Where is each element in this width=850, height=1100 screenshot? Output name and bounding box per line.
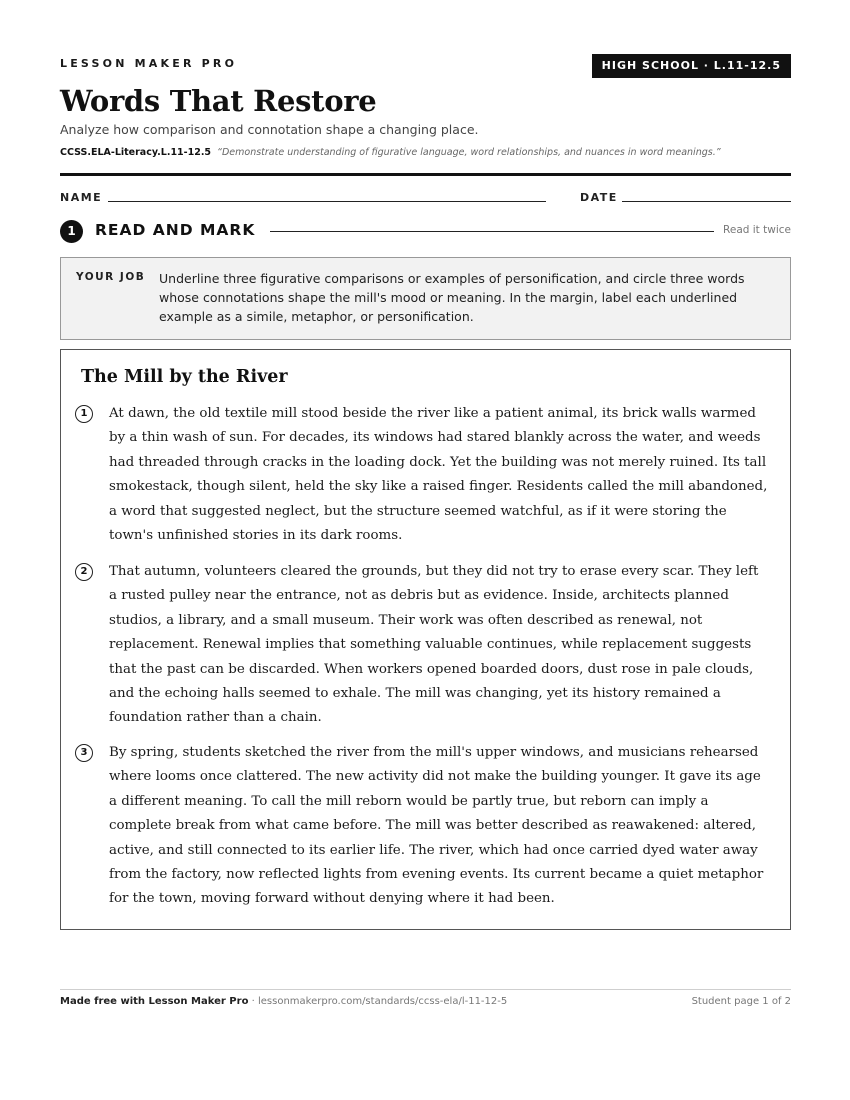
paragraph-text: At dawn, the old textile mill stood beside the river like a patient animal, its brick walls warmed by a thin wash of sun. For decades, its windows had stared blankly across the water, and weeds had threaded through cracks in the loading dock. Yet the building was not merely ruined. Its tall smokestack, though silent, held the sky like a raised finger. Residents called the mill abandoned, a word that suggested neglect, but the structure seemed watchful, as if it were storing the town's unfinished stories in its dark rooms. — [109, 406, 768, 544]
passage-box — [60, 349, 791, 930]
date-field[interactable] — [622, 201, 791, 202]
page-title: Words That Restore — [60, 84, 377, 118]
name-field[interactable] — [108, 201, 546, 202]
job-label: YOUR JOB — [76, 271, 146, 283]
footer-page-number: Student page 1 of 2 — [691, 996, 791, 1007]
level-badge: HIGH SCHOOL · L.11-12.5 — [592, 54, 791, 78]
paragraph-number: 2 — [75, 563, 93, 581]
date-label: DATE — [580, 191, 618, 204]
standard-code: CCSS.ELA-Literacy.L.11-12.5 — [60, 147, 212, 158]
footer-credit — [60, 996, 507, 1007]
footer-url[interactable]: · lessonmakerpro.com/standards/ccss-ela/l-11-12-5 — [248, 996, 508, 1007]
section-number-badge: 1 — [60, 220, 83, 243]
section-title: READ AND MARK — [95, 221, 256, 239]
passage-title: The Mill by the River — [81, 367, 288, 387]
brand-name: LESSON MAKER PRO — [60, 57, 238, 70]
worksheet-page — [60, 0, 791, 1100]
section-divider — [270, 231, 714, 232]
section-hint: Read it twice — [723, 224, 791, 236]
footer-divider — [60, 989, 791, 990]
footer-made-with: Made free with Lesson Maker Pro — [60, 996, 249, 1007]
header-divider — [60, 173, 791, 176]
paragraph-text: By spring, students sketched the river from the mill's upper windows, and musicians rehearsed where looms once clattered. The new activity did not make the building younger. It gave its age a different meaning. To call the mill reborn would be partly true, but reborn can imply a complete break from what came before. The mill was better described as reawakened: altered, active, and still connected to its earlier life. The river, which had once carried dyed water away from the factory, now reflected lights from evening events. Its current became a quiet metaphor for the town, moving forward without denying where it had been. — [109, 745, 764, 907]
paragraph-number: 3 — [75, 744, 93, 762]
paragraph-number: 1 — [75, 405, 93, 423]
page-subtitle: Analyze how comparison and connotation shape a changing place. — [60, 122, 479, 137]
standard-line — [60, 147, 721, 158]
paragraph-text: That autumn, volunteers cleared the grounds, but they did not try to erase every scar. They left a rusted pulley near the entrance, not as debris but as evidence. Inside, architects planned studios, a library, and a small museum. Their work was often described as renewal, not replacement. Renewal implies that something valuable continues, while replacement suggests that the past can be discarded. When workers opened boarded doors, dust rose in pale clouds, and the echoing halls seemed to exhale. The mill was changing, yet its history remained a foundation rather than a chain. — [109, 564, 759, 726]
name-label: NAME — [60, 191, 103, 204]
standard-quote: “Demonstrate understanding of figurative language, word relationships, and nuances in word meanings.” — [217, 147, 721, 158]
job-instructions-box — [60, 257, 791, 340]
job-text: Underline three figurative comparisons or examples of personification, and circle three words whose connotations shape the mill's mood or meaning. In the margin, label each underlined example as a simile, metaphor, or personification. — [159, 271, 745, 324]
